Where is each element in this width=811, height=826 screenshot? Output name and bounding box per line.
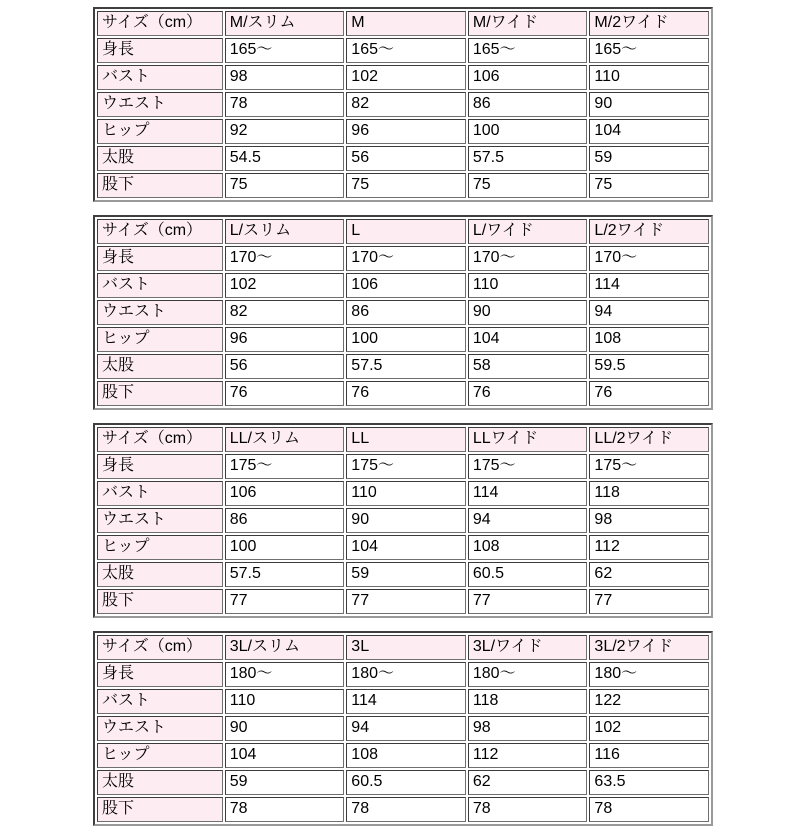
value-cell: 110: [225, 689, 345, 714]
column-header-cell: M/ワイド: [468, 11, 588, 36]
column-header-cell: M: [346, 11, 466, 36]
value-cell: 110: [589, 65, 709, 90]
value-cell: 94: [468, 508, 588, 533]
value-cell: 75: [589, 173, 709, 198]
value-cell: 94: [346, 716, 466, 741]
table-row: [97, 662, 709, 687]
value-cell: 78: [468, 797, 588, 822]
value-cell: 57.5: [346, 354, 466, 379]
value-cell: 60.5: [468, 562, 588, 587]
value-cell: 106: [346, 273, 466, 298]
value-cell: 170～: [346, 246, 466, 271]
value-cell: 112: [468, 743, 588, 768]
row-label-cell: ウエスト: [97, 716, 223, 741]
value-cell: 59: [346, 562, 466, 587]
table-row: [97, 273, 709, 298]
value-cell: 86: [346, 300, 466, 325]
value-cell: 116: [589, 743, 709, 768]
column-header-cell: LL/2ワイド: [589, 427, 709, 452]
row-label-cell: 股下: [97, 173, 223, 198]
column-header-cell: L/2ワイド: [589, 219, 709, 244]
value-cell: 90: [589, 92, 709, 117]
value-cell: 106: [468, 65, 588, 90]
value-cell: 104: [468, 327, 588, 352]
value-cell: 118: [589, 481, 709, 506]
column-header-cell: LL/スリム: [225, 427, 345, 452]
value-cell: 104: [346, 535, 466, 560]
row-label-cell: ヒップ: [97, 743, 223, 768]
value-cell: 78: [589, 797, 709, 822]
column-header-cell: L/スリム: [225, 219, 345, 244]
column-header-cell: 3L/2ワイド: [589, 635, 709, 660]
row-label-cell: 身長: [97, 38, 223, 63]
row-label-cell: 身長: [97, 454, 223, 479]
value-cell: 86: [225, 508, 345, 533]
table-row: [97, 797, 709, 822]
value-cell: 114: [589, 273, 709, 298]
value-cell: 57.5: [225, 562, 345, 587]
row-label-cell: ウエスト: [97, 508, 223, 533]
table-row: [97, 38, 709, 63]
column-header-cell: L/ワイド: [468, 219, 588, 244]
size-table-1: [93, 215, 713, 410]
header-row: [97, 11, 709, 36]
table-row: [97, 354, 709, 379]
value-cell: 94: [589, 300, 709, 325]
column-header-cell: L: [346, 219, 466, 244]
table-row: [97, 562, 709, 587]
header-row: [97, 427, 709, 452]
value-cell: 112: [589, 535, 709, 560]
row-label-cell: 股下: [97, 589, 223, 614]
row-label-cell: 太股: [97, 146, 223, 171]
value-cell: 78: [225, 797, 345, 822]
row-label-cell: ヒップ: [97, 535, 223, 560]
row-label-cell: 身長: [97, 246, 223, 271]
table-row: [97, 743, 709, 768]
size-table-3: [93, 631, 713, 826]
value-cell: 170～: [468, 246, 588, 271]
column-header-cell: M/2ワイド: [589, 11, 709, 36]
value-cell: 165～: [225, 38, 345, 63]
column-header-cell: LLワイド: [468, 427, 588, 452]
value-cell: 76: [346, 381, 466, 406]
value-cell: 57.5: [468, 146, 588, 171]
value-cell: 82: [225, 300, 345, 325]
table-row: [97, 119, 709, 144]
value-cell: 92: [225, 119, 345, 144]
value-cell: 102: [589, 716, 709, 741]
table-row: [97, 173, 709, 198]
value-cell: 86: [468, 92, 588, 117]
value-cell: 56: [225, 354, 345, 379]
value-cell: 104: [225, 743, 345, 768]
value-cell: 62: [468, 770, 588, 795]
size-table-2: [93, 423, 713, 618]
table-row: [97, 146, 709, 171]
value-cell: 62: [589, 562, 709, 587]
table-row: [97, 770, 709, 795]
value-cell: 100: [225, 535, 345, 560]
value-cell: 108: [468, 535, 588, 560]
column-header-cell: 3L: [346, 635, 466, 660]
value-cell: 78: [225, 92, 345, 117]
value-cell: 90: [346, 508, 466, 533]
table-row: [97, 454, 709, 479]
row-label-cell: 太股: [97, 770, 223, 795]
value-cell: 58: [468, 354, 588, 379]
value-cell: 76: [468, 381, 588, 406]
table-row: [97, 689, 709, 714]
value-cell: 59: [589, 146, 709, 171]
value-cell: 77: [589, 589, 709, 614]
value-cell: 114: [346, 689, 466, 714]
value-cell: 110: [468, 273, 588, 298]
value-cell: 75: [468, 173, 588, 198]
value-cell: 98: [589, 508, 709, 533]
value-cell: 180～: [225, 662, 345, 687]
value-cell: 170～: [225, 246, 345, 271]
corner-label-cell: サイズ（cm）: [97, 427, 223, 452]
table-row: [97, 246, 709, 271]
value-cell: 59: [225, 770, 345, 795]
value-cell: 106: [225, 481, 345, 506]
value-cell: 77: [346, 589, 466, 614]
value-cell: 104: [589, 119, 709, 144]
value-cell: 100: [346, 327, 466, 352]
table-row: [97, 535, 709, 560]
value-cell: 170～: [589, 246, 709, 271]
value-cell: 180～: [589, 662, 709, 687]
value-cell: 76: [225, 381, 345, 406]
value-cell: 63.5: [589, 770, 709, 795]
value-cell: 175～: [468, 454, 588, 479]
value-cell: 102: [346, 65, 466, 90]
column-header-cell: M/スリム: [225, 11, 345, 36]
table-row: [97, 508, 709, 533]
row-label-cell: バスト: [97, 481, 223, 506]
size-table-0: [93, 7, 713, 202]
corner-label-cell: サイズ（cm）: [97, 11, 223, 36]
column-header-cell: 3L/スリム: [225, 635, 345, 660]
value-cell: 165～: [589, 38, 709, 63]
table-row: [97, 92, 709, 117]
value-cell: 122: [589, 689, 709, 714]
value-cell: 90: [225, 716, 345, 741]
value-cell: 175～: [589, 454, 709, 479]
column-header-cell: LL: [346, 427, 466, 452]
corner-label-cell: サイズ（cm）: [97, 219, 223, 244]
value-cell: 175～: [225, 454, 345, 479]
value-cell: 56: [346, 146, 466, 171]
row-label-cell: バスト: [97, 273, 223, 298]
table-row: [97, 300, 709, 325]
row-label-cell: ウエスト: [97, 300, 223, 325]
value-cell: 75: [346, 173, 466, 198]
table-row: [97, 381, 709, 406]
value-cell: 165～: [346, 38, 466, 63]
value-cell: 100: [468, 119, 588, 144]
value-cell: 108: [589, 327, 709, 352]
value-cell: 90: [468, 300, 588, 325]
header-row: [97, 219, 709, 244]
value-cell: 175～: [346, 454, 466, 479]
value-cell: 98: [225, 65, 345, 90]
value-cell: 60.5: [346, 770, 466, 795]
value-cell: 114: [468, 481, 588, 506]
value-cell: 96: [225, 327, 345, 352]
corner-label-cell: サイズ（cm）: [97, 635, 223, 660]
value-cell: 82: [346, 92, 466, 117]
value-cell: 77: [225, 589, 345, 614]
row-label-cell: 太股: [97, 562, 223, 587]
header-row: [97, 635, 709, 660]
row-label-cell: ヒップ: [97, 327, 223, 352]
value-cell: 96: [346, 119, 466, 144]
table-row: [97, 716, 709, 741]
size-chart: [93, 7, 718, 826]
value-cell: 102: [225, 273, 345, 298]
value-cell: 76: [589, 381, 709, 406]
row-label-cell: 身長: [97, 662, 223, 687]
value-cell: 165～: [468, 38, 588, 63]
value-cell: 98: [468, 716, 588, 741]
value-cell: 110: [346, 481, 466, 506]
value-cell: 54.5: [225, 146, 345, 171]
column-header-cell: 3L/ワイド: [468, 635, 588, 660]
table-row: [97, 327, 709, 352]
value-cell: 75: [225, 173, 345, 198]
value-cell: 180～: [468, 662, 588, 687]
row-label-cell: 太股: [97, 354, 223, 379]
value-cell: 118: [468, 689, 588, 714]
table-row: [97, 65, 709, 90]
value-cell: 108: [346, 743, 466, 768]
value-cell: 78: [346, 797, 466, 822]
row-label-cell: 股下: [97, 381, 223, 406]
value-cell: 180～: [346, 662, 466, 687]
value-cell: 59.5: [589, 354, 709, 379]
row-label-cell: ウエスト: [97, 92, 223, 117]
table-row: [97, 481, 709, 506]
value-cell: 77: [468, 589, 588, 614]
row-label-cell: 股下: [97, 797, 223, 822]
row-label-cell: バスト: [97, 689, 223, 714]
table-row: [97, 589, 709, 614]
row-label-cell: バスト: [97, 65, 223, 90]
row-label-cell: ヒップ: [97, 119, 223, 144]
